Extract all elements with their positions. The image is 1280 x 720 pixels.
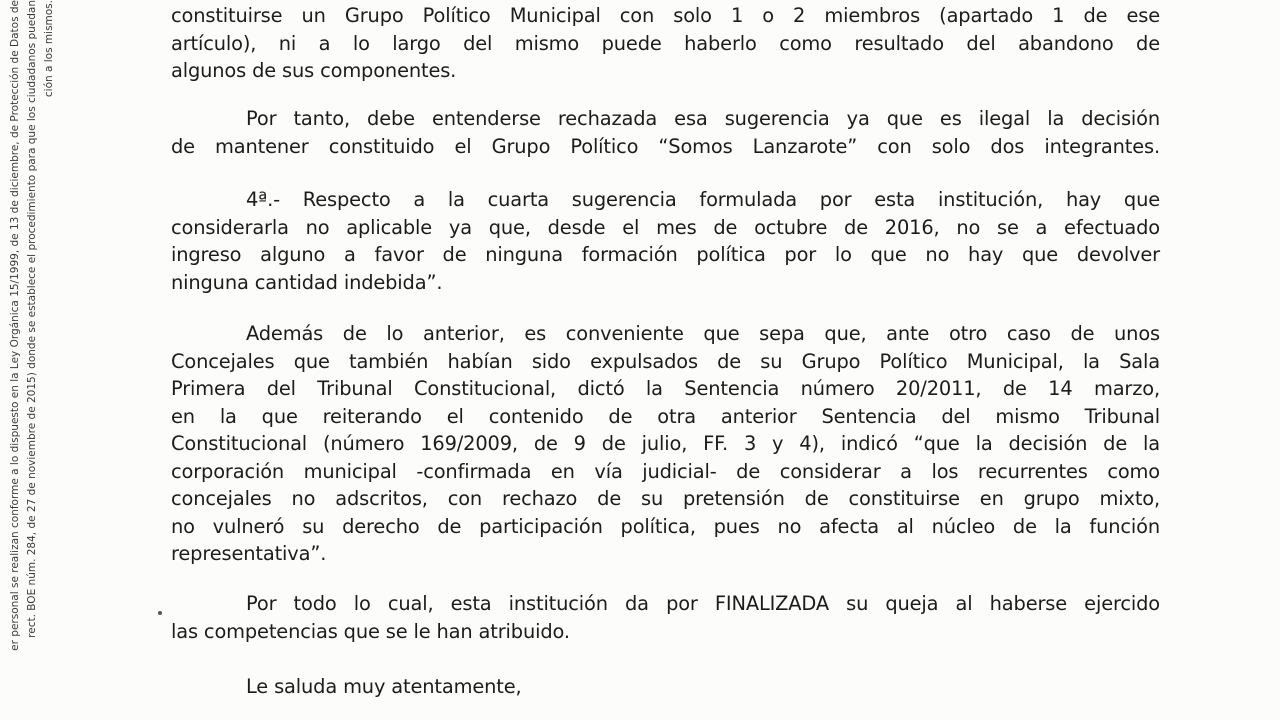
text-line: las competencias que se le han atribuido. <box>171 619 570 643</box>
text-line: artículo), ni a lo largo del mismo puede haberlo como resultado del abandono de <box>171 31 1160 55</box>
text-line: ninguna cantidad indebida”. <box>171 270 443 294</box>
text-line: no vulneró su derecho de participación política, pues no afecta al núcleo de la función <box>171 514 1160 538</box>
paragraph-constitutional-court <box>171 320 1160 568</box>
text-line: Por tanto, debe entenderse rechazada esa sugerencia ya que es ilegal la decisión <box>246 107 1160 130</box>
text-line: 4ª.- Respecto a la cuarta sugerencia formulada por esta institución, hay que <box>246 188 1160 211</box>
text-line: Constitucional (número 169/2009, de 9 de julio, FF. 3 y 4), indicó “que la decisión de la <box>171 432 1160 455</box>
side-note-line-1: er personal se realizan conforme a lo dispuesto en la Ley Orgánica 15/1999, de 13 de diciembre, de Protección de Datos de <box>9 0 21 651</box>
paragraph-rejection <box>171 105 1160 160</box>
text-line: constituirse un Grupo Político Municipal con solo 1 o 2 miembros (apartado 1 de ese <box>171 4 1160 27</box>
text-line: Le saluda muy atentamente, <box>246 675 522 698</box>
text-line: concejales no adscritos, con rechazo de su pretensión de constituirse en grupo mixto, <box>171 487 1160 510</box>
paragraph-fourth-suggestion <box>171 186 1160 296</box>
text-line: de mantener constituido el Grupo Político “Somos Lanzarote” con solo dos integrantes. <box>171 134 1160 158</box>
paragraph-conclusion <box>171 590 1160 645</box>
paragraph-continuation <box>171 2 1160 85</box>
text-line: Concejales que también habían sido expulsados de su Grupo Político Municipal, la Sala <box>171 349 1160 373</box>
closing-salutation <box>171 673 1160 701</box>
text-line: corporación municipal -confirmada en vía judicial- de considerar a los recurrentes como <box>171 459 1160 483</box>
text-line: en la que reiterando el contenido de otra anterior Sentencia del mismo Tribunal <box>171 404 1160 428</box>
side-note-line-2: rect. BOE núm. 284, de 27 de noviembre de 2015) donde se establece el procedimiento para que los ciudadanos puedan <box>26 0 38 638</box>
text-line: Además de lo anterior, es conveniente que sepa que, ante otro caso de unos <box>246 322 1160 345</box>
side-note-line-3: ción a los mismos. <box>43 0 55 98</box>
text-line: representativa”. <box>171 542 327 565</box>
text-line: Primera del Tribunal Constitucional, dictó la Sentencia número 20/2011, de 14 marzo, <box>171 377 1160 400</box>
text-line: ingreso alguno a favor de ninguna formación política por lo que no hay que devolver <box>171 243 1160 266</box>
text-line: algunos de sus componentes. <box>171 59 457 82</box>
text-line: considerarla no aplicable ya que, desde el mes de octubre de 2016, no se a efectuado <box>171 215 1160 239</box>
scan-speck <box>158 611 162 615</box>
text-line: Por todo lo cual, esta institución da por FINALIZADA su queja al haberse ejercido <box>246 592 1160 615</box>
